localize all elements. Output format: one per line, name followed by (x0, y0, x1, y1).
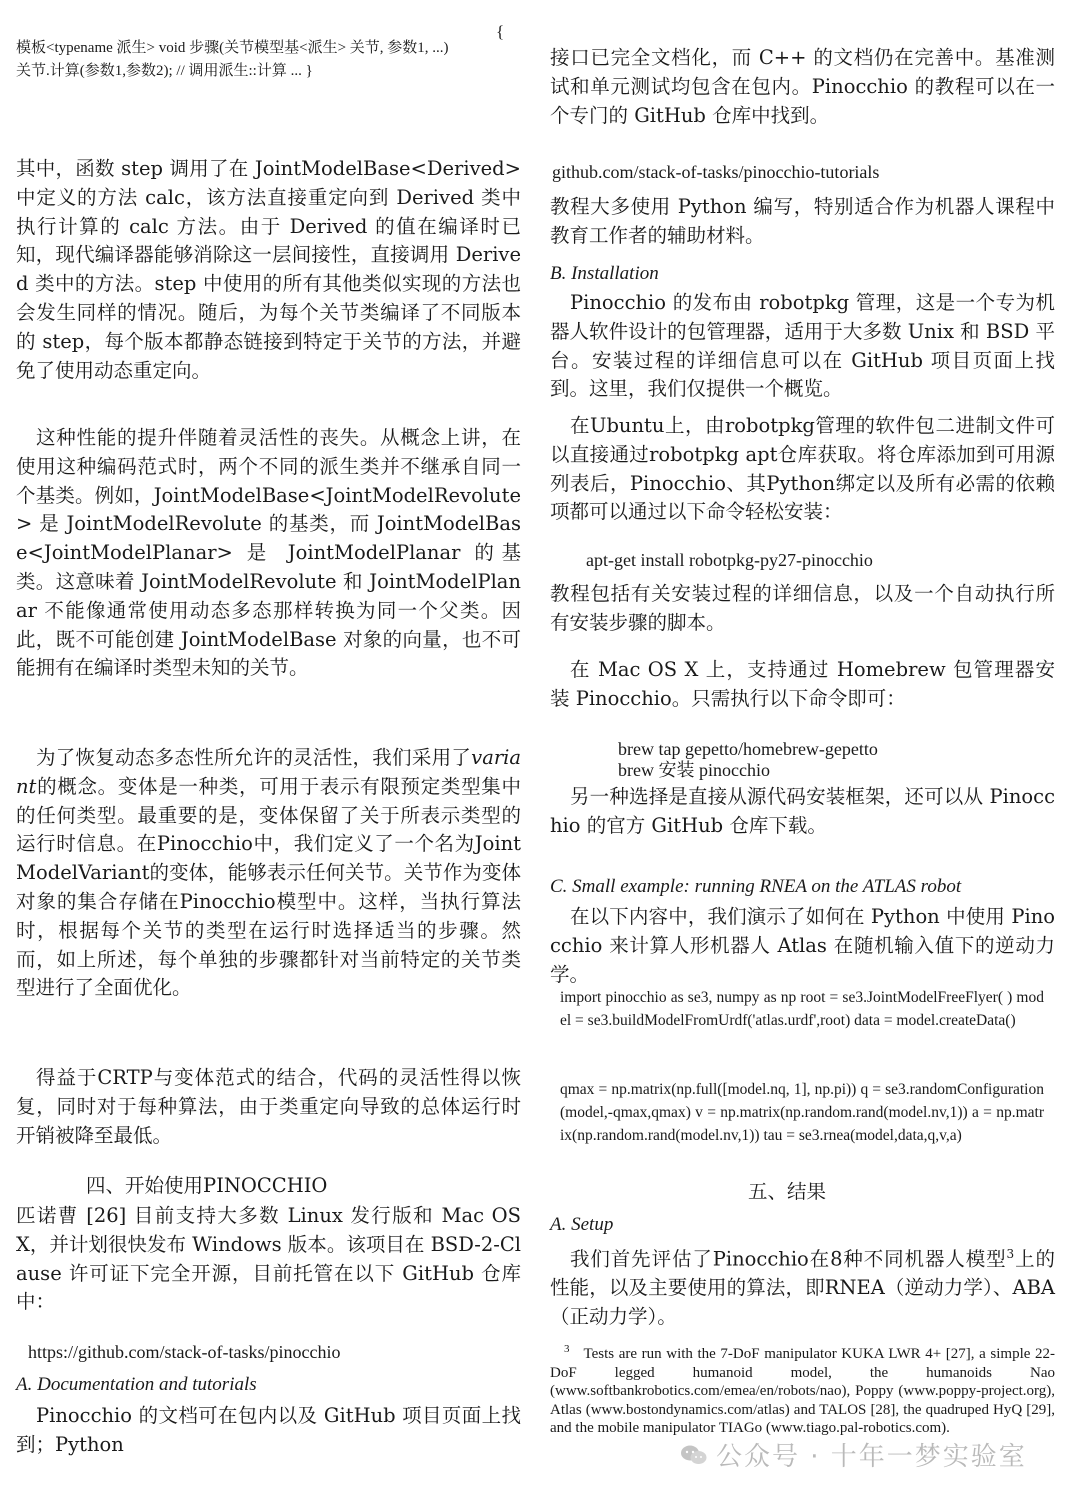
wechat-icon (680, 1444, 708, 1466)
paragraph-setup: 我们首先评估了Pinocchio在8种不同机器人模型$^3$上的性能，以及主要使用的算法，即RNEA（逆动力学）、ABA（正动力学）。 (550, 1247, 1055, 1329)
brew-tap-command: brew tap gepetto/homebrew-gepetto (618, 739, 878, 759)
code-call-line: 关节.计算(参数1,参数2); // 调用派生::计算 ... } (16, 63, 313, 79)
code-brace: { (496, 22, 505, 41)
paragraph-ubuntu: 在Ubuntu上，由robotpkg管理的软件包二进制文件可以直接通过robotpkg apt仓库获取。将仓库添加到可用源列表后，Pinocchio、其Python绑定以及所有必需的依赖项都可以通过以下命令轻松安装： (550, 414, 1055, 524)
paragraph-example-intro: 在以下内容中，我们演示了如何在 Python 中使用 Pinocchio 来计算人形机器人 Atlas 在随机输入值下的逆动力学。 (550, 905, 1055, 986)
subsection-documentation: A. Documentation and tutorials (16, 1374, 257, 1395)
subsection-setup: A. Setup (550, 1214, 614, 1235)
paragraph-interface-docs: 接口已完全文档化，而 C++ 的文档仍在完善中。基准测试和单元测试均包含在包内。Pinocchio 的教程可以在一个专门的 GitHub 仓库中找到。 (550, 46, 1055, 127)
paragraph-install-script: 教程包括有关安装过程的详细信息，以及一个自动执行所有安装步骤的脚本。 (550, 582, 1055, 634)
section-heading-getting-started: 四、开始使用PINOCCHIO (86, 1174, 328, 1197)
code-block-model: import pinocchio as se3, numpy as np root = se3.JointModelFreeFlyer( ) model = se3.buildModelFromUrdf('atlas.urdf',root) data = model.createData() (560, 989, 1044, 1029)
code-block-rnea: qmax = np.matrix(np.full([model.nq, 1], np.pi)) q = se3.randomConfiguration(model,-qmax,qmax) v = np.matrix(np.random.rand(model.nv,1)) a = np.matrix(np.random.rand(model.nv,1)) tau = se3.rnea(model,data,q,v,a) (560, 1081, 1044, 1144)
code-template-line: 模板<typename 派生> void 步骤(关节模型基<派生> 关节, 参数1, ...) (16, 40, 449, 56)
brew-install-command: brew 安装 pinocchio (618, 760, 770, 780)
section-heading-results: 五、结果 (748, 1180, 827, 1203)
paragraph-source-install: 另一种选择是直接从源代码安装框架，还可以从 Pinocchio 的官方 GitHub 仓库下载。 (550, 785, 1055, 837)
watermark-text: 公众号 · 十年一梦实验室 (716, 1442, 1027, 1472)
tutorials-url[interactable]: github.com/stack-of-tasks/pinocchio-tutorials (552, 162, 880, 182)
paragraph-tutorials: 教程大多使用 Python 编写，特别适合作为机器人课程中教育工作者的辅助材料。 (550, 195, 1055, 247)
apt-command: apt-get install robotpkg-py27-pinocchio (586, 550, 873, 570)
repo-url[interactable]: https://github.com/stack-of-tasks/pinocchio (28, 1342, 341, 1362)
subsection-installation: B. Installation (550, 263, 659, 284)
footnote: $^3$ Tests are run with the 7-DoF manipulator KUKA LWR 4+ [27], a simple 22-DoF legged humanoid model, the humanoids Nao (www.softbankrobotics.com/emea/en/robots/nao), Poppy (www.poppy-project.org), Atlas (www.bostondynamics.com/atlas) and TALOS [28], the quadruped HyQ [29], and the mobile manipulator TIAGo (www.tiago.pal-robotics.com). (550, 1343, 1055, 1436)
subsection-small-example: C. Small example: running RNEA on the ATLAS robot (550, 876, 962, 897)
paragraph-robotpkg: Pinocchio 的发布由 robotpkg 管理，这是一个专为机器人软件设计的包管理器，适用于大多数 Unix 和 BSD 平台。安装过程的详细信息可以在 GitHub 项目页面上找到。这里，我们仅提供一个概览。 (550, 291, 1055, 401)
watermark (680, 1436, 1027, 1473)
paragraph-flexibility-loss: 这种性能的提升伴随着灵活性的丧失。从概念上讲，在使用这种编码范式时，两个不同的派生类并不继承自同一个基类。例如，JointModelBase<JointModelRevolute> 是 JointModelRevolute 的基类，而 JointModelBase<JointModelPlanar> 是 JointModelPlanar 的基类。这意味着 JointModelRevolute 和 JointModelPlanar 不能像通常使用动态多态那样转换为同一个父类。因此，既不可能创建 JointModelBase 对象的向量，也不可能拥有在编译时类型未知的关节。 (16, 426, 521, 680)
paragraph-crtp: 得益于CRTP与变体范式的结合，代码的灵活性得以恢复，同时对于每种算法，由于类重定向导致的总体运行时开销被降至最低。 (16, 1066, 521, 1147)
paragraph-step-calc: 其中，函数 step 调用了在 JointModelBase<Derived> 中定义的方法 calc，该方法直接重定向到 Derived 类中执行计算的 calc 方法。由于 Derived 的值在编译时已知，现代编译器能够消除这一层间接性，直接调用 Derived 类中的方法。step 中使用的所有其他类似实现的方法也会发生同样的情况。随后，为每个关节类编译了不同版本的 step，每个版本都静态链接到特定于关节的方法，并避免了使用动态重定向。 (16, 157, 521, 382)
paragraph-platform-support: 匹诺曹 [26] 目前支持大多数 Linux 发行版和 Mac OS X，并计划很快发布 Windows 版本。该项目在 BSD-2-Clause 许可证下完全开源，目前托管在以下 GitHub 仓库中： (16, 1204, 521, 1314)
paragraph-variant: 为了恢复动态多态性所允许的灵活性，我们采用了variant的概念。变体是一种类，可用于表示有限预定类型集中的任何类型。最重要的是，变体保留了关于所表示类型的运行时信息。在Pinocchio中，我们定义了一个名为JointModelVariant的变体，能够表示任何关节。关节作为变体对象的集合存储在Pinocchio模型中。这样，当执行算法时，根据每个关节的类型在运行时选择适当的步骤。然而，如上所述，每个单独的步骤都针对当前特定的关节类型进行了全面优化。 (16, 746, 521, 1000)
paragraph-documentation: Pinocchio 的文档可在包内以及 GitHub 项目页面上找到；Python (16, 1404, 521, 1456)
paragraph-macos: 在 Mac OS X 上，支持通过 Homebrew 包管理器安装 Pinocchio。只需执行以下命令即可： (550, 658, 1055, 710)
